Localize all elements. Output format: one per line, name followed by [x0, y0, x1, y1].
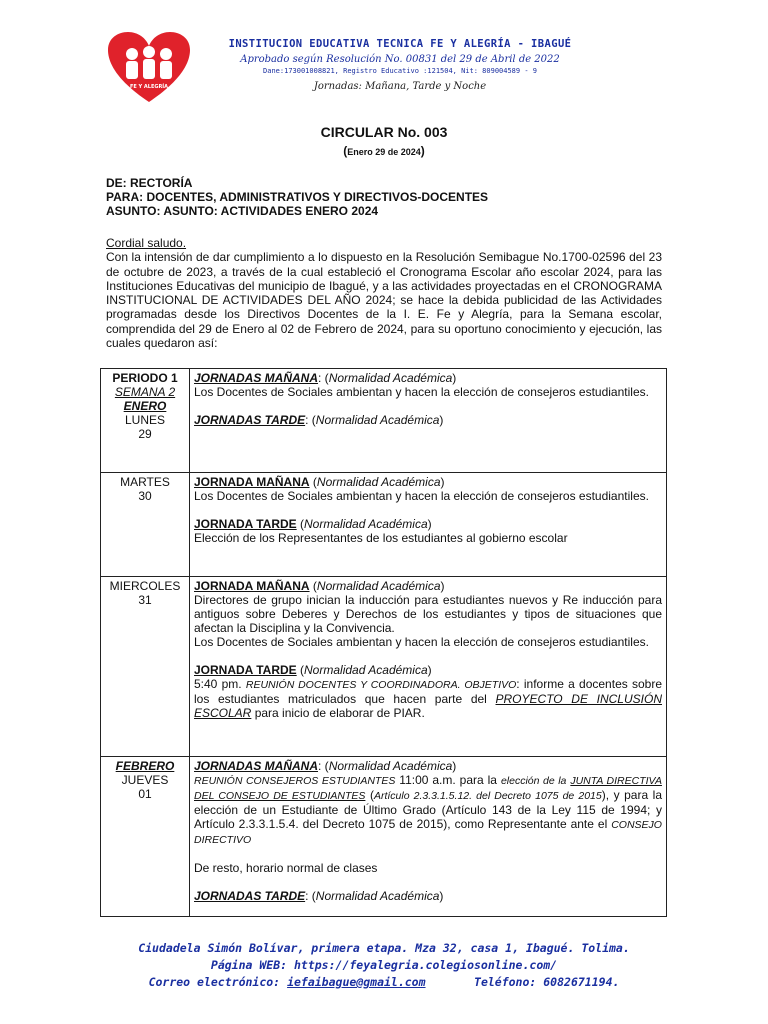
school-logo: [106, 30, 192, 106]
subject-line: ASUNTO: ASUNTO: ACTIVIDADES ENERO 2024: [106, 204, 379, 218]
day-cell: MARTES 30: [101, 473, 190, 577]
intro-body: Con la intensión de dar cumplimiento a lo dispuesto en la Resolución Semibague No.1700-02596 del 23 de octubre de 2023, a través de la cual estableció el Cronograma Escolar año escolar 2024, para las Instituciones Educativas del municipio de Ibagué, y a las actividades proyectadas en el CRONOGRAMA INSTITUCIONAL DE ACTIVIDADES DEL AÑO 2024; se hace la debida publicidad de las Actividades programadas desde los Directivos Docentes de la I. E. Fe y Alegría, para la Semana escolar, comprendida del 29 de Enero al 02 de Febrero de 2024, para su oportuno conocimiento y ejecución, las cuales quedaron así:: [106, 250, 662, 351]
email-link[interactable]: iefaibague@gmail.com: [287, 975, 426, 989]
activity-cell: JORNADA MAÑANA (Normalidad Académica) Directores de grupo inician la inducción para estudiantes nuevos y Re inducción para antiguos sobre Deberes y Derechos de los estudiantes y tipos de situaciones que afectan la Disciplina y la Convivencia. Los Docentes de Sociales ambientan y hacen la elección de consejeros estudiantiles. JORNADA TARDE (Normalidad Académica) 5:40 pm. REUNIÓN DOCENTES Y COORDINADORA. OBJETIVO: informe a docentes sobre los estudiantes matriculados que hacen parte del PROYECTO DE INCLUSIÓN ESCOLAR para inicio de elaborar de PIAR.: [190, 577, 667, 757]
letterhead: [200, 38, 600, 92]
day-cell: MIERCOLES 31: [101, 577, 190, 757]
table-row: [101, 757, 667, 917]
intro-paragraph: [106, 236, 662, 350]
memo-header: [106, 176, 488, 218]
footer-web: Página WEB: https://feyalegria.colegiosonline.com/: [210, 958, 558, 972]
activity-cell: JORNADA MAÑANA (Normalidad Académica) Los Docentes de Sociales ambientan y hacen la elección de consejeros estudiantiles. JORNADA TARDE (Normalidad Académica) Elección de los Representantes de los estudiantes al gobierno escolar: [190, 473, 667, 577]
activity-cell: JORNADAS MAÑANA: (Normalidad Académica) Los Docentes de Sociales ambientan y hacen la elección de consejeros estudiantiles. JORNADAS TARDE: (Normalidad Académica): [190, 369, 667, 473]
circular-title: CIRCULAR No. 003: [320, 124, 448, 140]
registry-line: Dane:173001008821, Registro Educativo :121504, Nit: 809004589 - 9: [263, 67, 537, 75]
shifts-line: Jornadas: Mañana, Tarde y Noche: [313, 81, 487, 92]
day-cell: PERIODO 1 SEMANA 2 ENERO LUNES 29: [101, 369, 190, 473]
logo-wordmark: FE Y ALEGRÍA: [129, 84, 169, 90]
table-row: [101, 473, 667, 577]
institution-name: INSTITUCION EDUCATIVA TECNICA FE Y ALEGRÍA - IBAGUÉ: [228, 38, 572, 50]
schedule-table: [100, 368, 667, 917]
day-cell: FEBRERO JUEVES 01: [101, 757, 190, 917]
from-line: DE: RECTORÍA: [106, 176, 193, 190]
footer-address: Ciudadela Simón Bolívar, primera etapa. Mza 32, casa 1, Ibagué. Tolima.: [138, 941, 630, 955]
table-row: [101, 369, 667, 473]
greeting: Cordial saludo.: [106, 236, 187, 250]
footer: [0, 940, 768, 991]
table-row: [101, 577, 667, 757]
activity-cell: JORNADAS MAÑANA: (Normalidad Académica) REUNIÓN CONSEJEROS ESTUDIANTES 11:00 a.m. para la elección de la JUNTA DIRECTIVA DEL CONSEJO DE ESTUDIANTES (Artículo 2.3.3.1.5.12. del Decreto 1075 de 2015), y para la elección de un Estudiante de Último Grado (Artículo 143 de la Ley 115 de 1994; y Artículo 2.3.3.1.5.4. del Decreto 1075 de 2015), como Representante ante el CONSEJO DIRECTIVO De resto, horario normal de clases JORNADAS TARDE: (Normalidad Académica): [190, 757, 667, 917]
to-line: PARA: DOCENTES, ADMINISTRATIVOS Y DIRECTIVOS-DOCENTES: [106, 190, 489, 204]
approval-line: Aprobado según Resolución No. 00831 del 29 de Abril de 2022: [240, 54, 560, 65]
footer-contact: Correo electrónico: iefaibague@gmail.com Teléfono: 6082671194.: [148, 975, 620, 989]
circular-date: (Enero 29 de 2024): [343, 144, 425, 158]
